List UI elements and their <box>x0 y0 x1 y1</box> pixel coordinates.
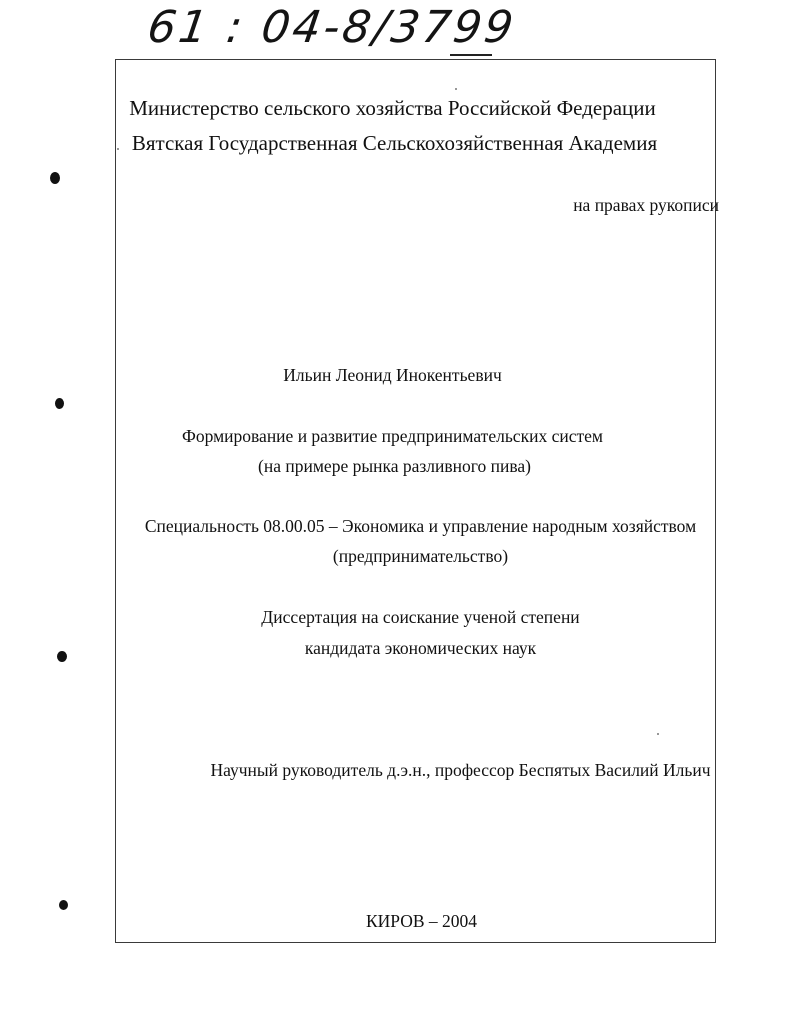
degree-line1: Диссертация на соискание ученой степени <box>261 607 580 627</box>
scan-speck <box>455 88 457 90</box>
binding-hole-mark <box>59 900 68 910</box>
specialty-line1: Специальность 08.00.05 – Экономика и управление народным хозяйством <box>144 516 697 536</box>
dissertation-title-line1: Формирование и развитие предпринимательских систем <box>182 426 603 446</box>
dissertation-title-line2: (на примере рынка разливного пива) <box>258 456 531 476</box>
scan-speck <box>657 733 659 735</box>
degree-line2: кандидата экономических наук <box>304 638 537 658</box>
scientific-supervisor: Научный руководитель д.э.н., профессор Беспятых Василий Ильич <box>210 760 711 780</box>
specialty-line2: (предпринимательство) <box>332 546 509 566</box>
binding-hole-mark <box>50 172 60 184</box>
archive-code-handwritten: 61 : 04-8/3799 <box>144 2 520 53</box>
manuscript-note: на правах рукописи <box>573 195 719 215</box>
code-underline <box>450 54 492 56</box>
academy-heading: Вятская Государственная Сельскохозяйственная Академия <box>131 131 658 155</box>
city-year: КИРОВ – 2004 <box>365 911 478 931</box>
author-name: Ильин Леонид Инокентьевич <box>283 365 502 385</box>
ministry-heading: Министерство сельского хозяйства Российской Федерации <box>129 96 656 120</box>
binding-hole-mark <box>55 398 64 409</box>
title-page-frame <box>115 59 716 943</box>
